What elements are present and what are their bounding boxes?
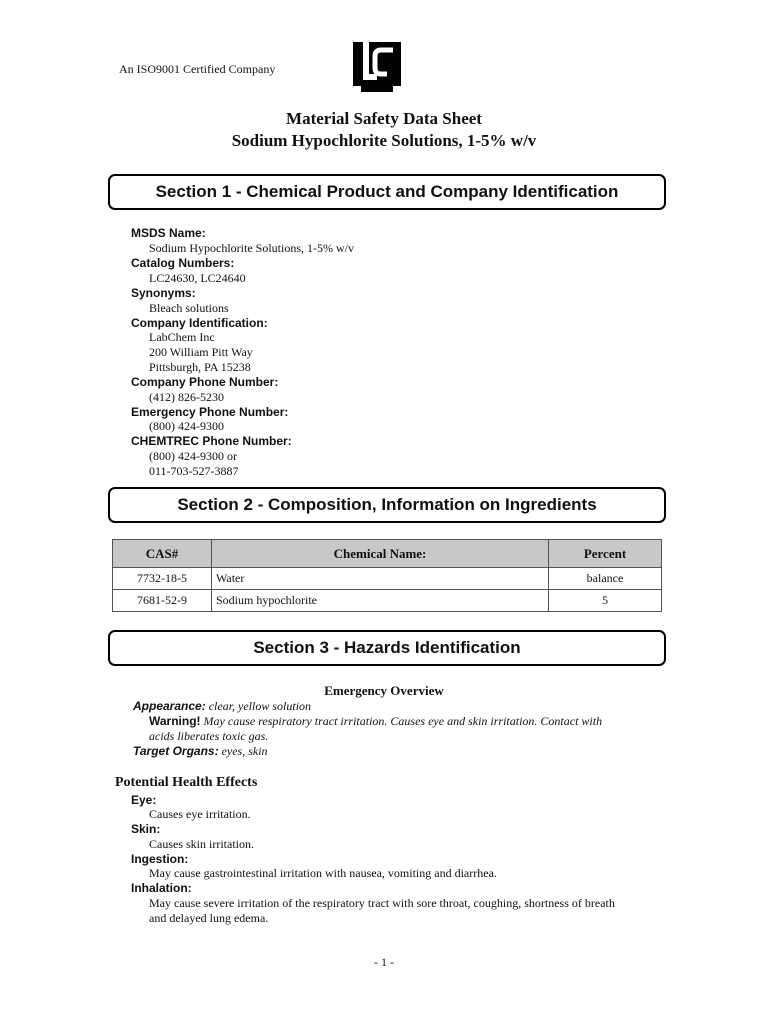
chemical-name-cell: Water (212, 568, 549, 590)
table-header-row (113, 540, 662, 568)
table-row (113, 568, 662, 590)
warning-line (149, 714, 602, 729)
msds-name-label: MSDS Name: (131, 226, 206, 240)
eye-label: Eye: (131, 793, 157, 807)
warning-text: May cause respiratory tract irritation. Causes eye and skin irritation. Contact with (203, 714, 603, 728)
percent-cell: 5 (549, 590, 662, 612)
phone-value: (412) 826-5230 (149, 390, 224, 404)
catalog-label: Catalog Numbers: (131, 256, 235, 270)
synonyms-value: Bleach solutions (149, 301, 229, 315)
document-subtitle: Sodium Hypochlorite Solutions, 1-5% w/v (231, 131, 537, 150)
eye-value: Causes eye irritation. (149, 807, 251, 821)
section1-heading: Section 1 - Chemical Product and Company Identification (108, 174, 666, 210)
appearance-value: clear, yellow solution (208, 699, 312, 713)
skin-label: Skin: (131, 822, 161, 836)
inhalation-value: May cause severe irritation of the respiratory tract with sore throat, coughing, shortness of breath (149, 896, 615, 910)
appearance-line (133, 699, 311, 714)
cas-cell: 7732-18-5 (113, 568, 212, 590)
composition-table (112, 539, 662, 612)
certification-text: An ISO9001 Certified Company (119, 62, 276, 76)
warning-text-continued: acids liberates toxic gas. (149, 729, 269, 743)
emergency-phone-value: (800) 424-9300 (149, 419, 224, 433)
document-title: Material Safety Data Sheet (286, 109, 482, 128)
page-number: - 1 - (374, 955, 394, 969)
chemtrec-line: (800) 424-9300 or (149, 449, 237, 463)
ingestion-label: Ingestion: (131, 852, 189, 866)
phone-label: Company Phone Number: (131, 375, 279, 389)
target-organs-label: Target Organs: (133, 744, 219, 758)
potential-health-effects-heading: Potential Health Effects (115, 775, 258, 790)
chemtrec-label: CHEMTREC Phone Number: (131, 434, 292, 448)
synonyms-label: Synonyms: (131, 286, 196, 300)
labchem-logo-icon (353, 42, 401, 92)
emergency-phone-label: Emergency Phone Number: (131, 405, 289, 419)
cas-cell: 7681-52-9 (113, 590, 212, 612)
column-header-chemical-name: Chemical Name: (212, 540, 549, 568)
company-line: 200 William Pitt Way (149, 345, 253, 359)
percent-cell: balance (549, 568, 662, 590)
column-header-cas: CAS# (113, 540, 212, 568)
msds-name-value: Sodium Hypochlorite Solutions, 1-5% w/v (149, 241, 354, 255)
table-row (113, 590, 662, 612)
target-organs-value: eyes, skin (221, 744, 268, 758)
company-line: LabChem Inc (149, 330, 215, 344)
section2-heading: Section 2 - Composition, Information on Ingredients (108, 487, 666, 523)
column-header-percent: Percent (549, 540, 662, 568)
appearance-label: Appearance: (133, 699, 206, 713)
company-label: Company Identification: (131, 316, 268, 330)
catalog-value: LC24630, LC24640 (149, 271, 246, 285)
chemical-name-cell: Sodium hypochlorite (212, 590, 549, 612)
chemtrec-line: 011-703-527-3887 (149, 464, 239, 478)
skin-value: Causes skin irritation. (149, 837, 254, 851)
inhalation-label: Inhalation: (131, 881, 192, 895)
section3-heading: Section 3 - Hazards Identification (108, 630, 666, 666)
emergency-overview-heading: Emergency Overview (324, 683, 444, 698)
ingestion-value: May cause gastrointestinal irritation with nausea, vomiting and diarrhea. (149, 866, 497, 880)
warning-label: Warning! (149, 714, 201, 728)
inhalation-value-continued: and delayed lung edema. (149, 911, 269, 925)
target-organs-line (133, 744, 268, 759)
company-line: Pittsburgh, PA 15238 (149, 360, 251, 374)
